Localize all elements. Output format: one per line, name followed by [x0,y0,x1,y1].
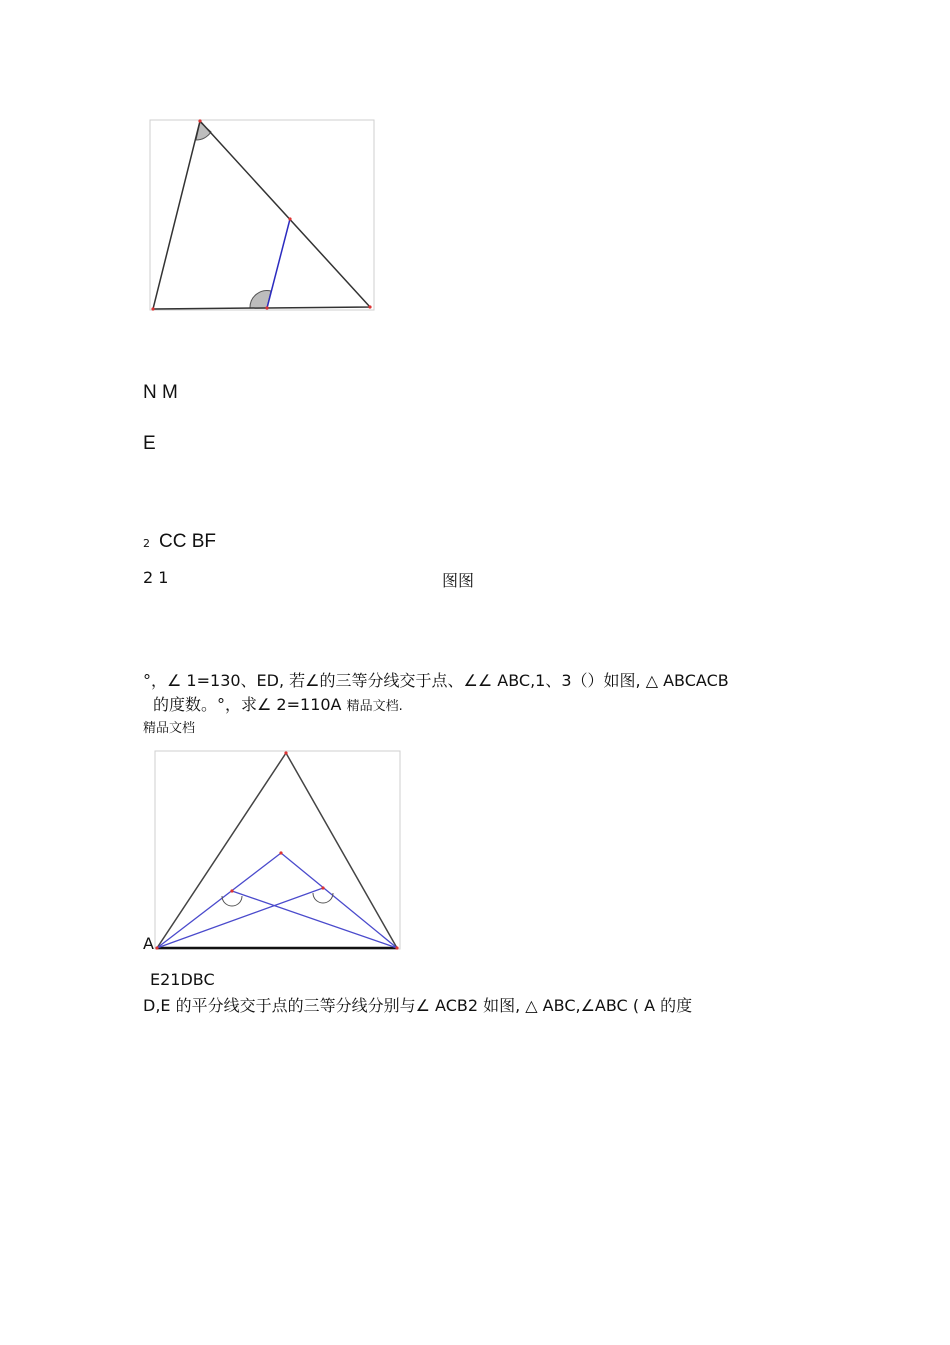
figure-2-bottom-labels: E21DBC [150,970,215,989]
problem1-line2 [153,692,403,715]
figure-2-frame [155,751,400,949]
label-tutu: 图图 [442,571,475,590]
label-two-small: 2 [143,537,150,550]
label-n-m: N M [143,382,178,403]
problem1-line2-note: 精品文档. [346,699,403,714]
trisector-c2 [232,891,397,948]
label-two-one: 2 1 [143,568,169,587]
label-e: E [143,433,156,454]
problem1-line1: °，∠ 1=130、ED, 若∠的三等分线交于点、∠∠ ABC,1、3（）如图, △ ABCACB [143,671,729,690]
figure-1-frame [150,120,374,310]
label-cc-bf: CC BF [159,531,216,552]
figure-1-triangle [148,118,378,314]
figure-2-triangle [154,750,404,952]
angle-arc-right [313,893,333,903]
triangle-outline [153,121,370,309]
interior-segment [267,219,290,308]
figure-2-label-a: A [143,934,154,953]
watermark-text: 精品文档 [143,721,196,736]
trisector-b2 [157,888,323,948]
problem1-line2-main: 的度数。°，求∠ 2=110A [153,695,342,714]
trisector-c1 [281,853,397,948]
trisector-b1 [157,853,281,948]
angle-arc-left [222,896,242,906]
problem2-line1: D,E 的平分线交于点的三等分线分别与∠ ACB2 如图, △ ABC,∠ABC ( A 的度 [143,996,693,1015]
